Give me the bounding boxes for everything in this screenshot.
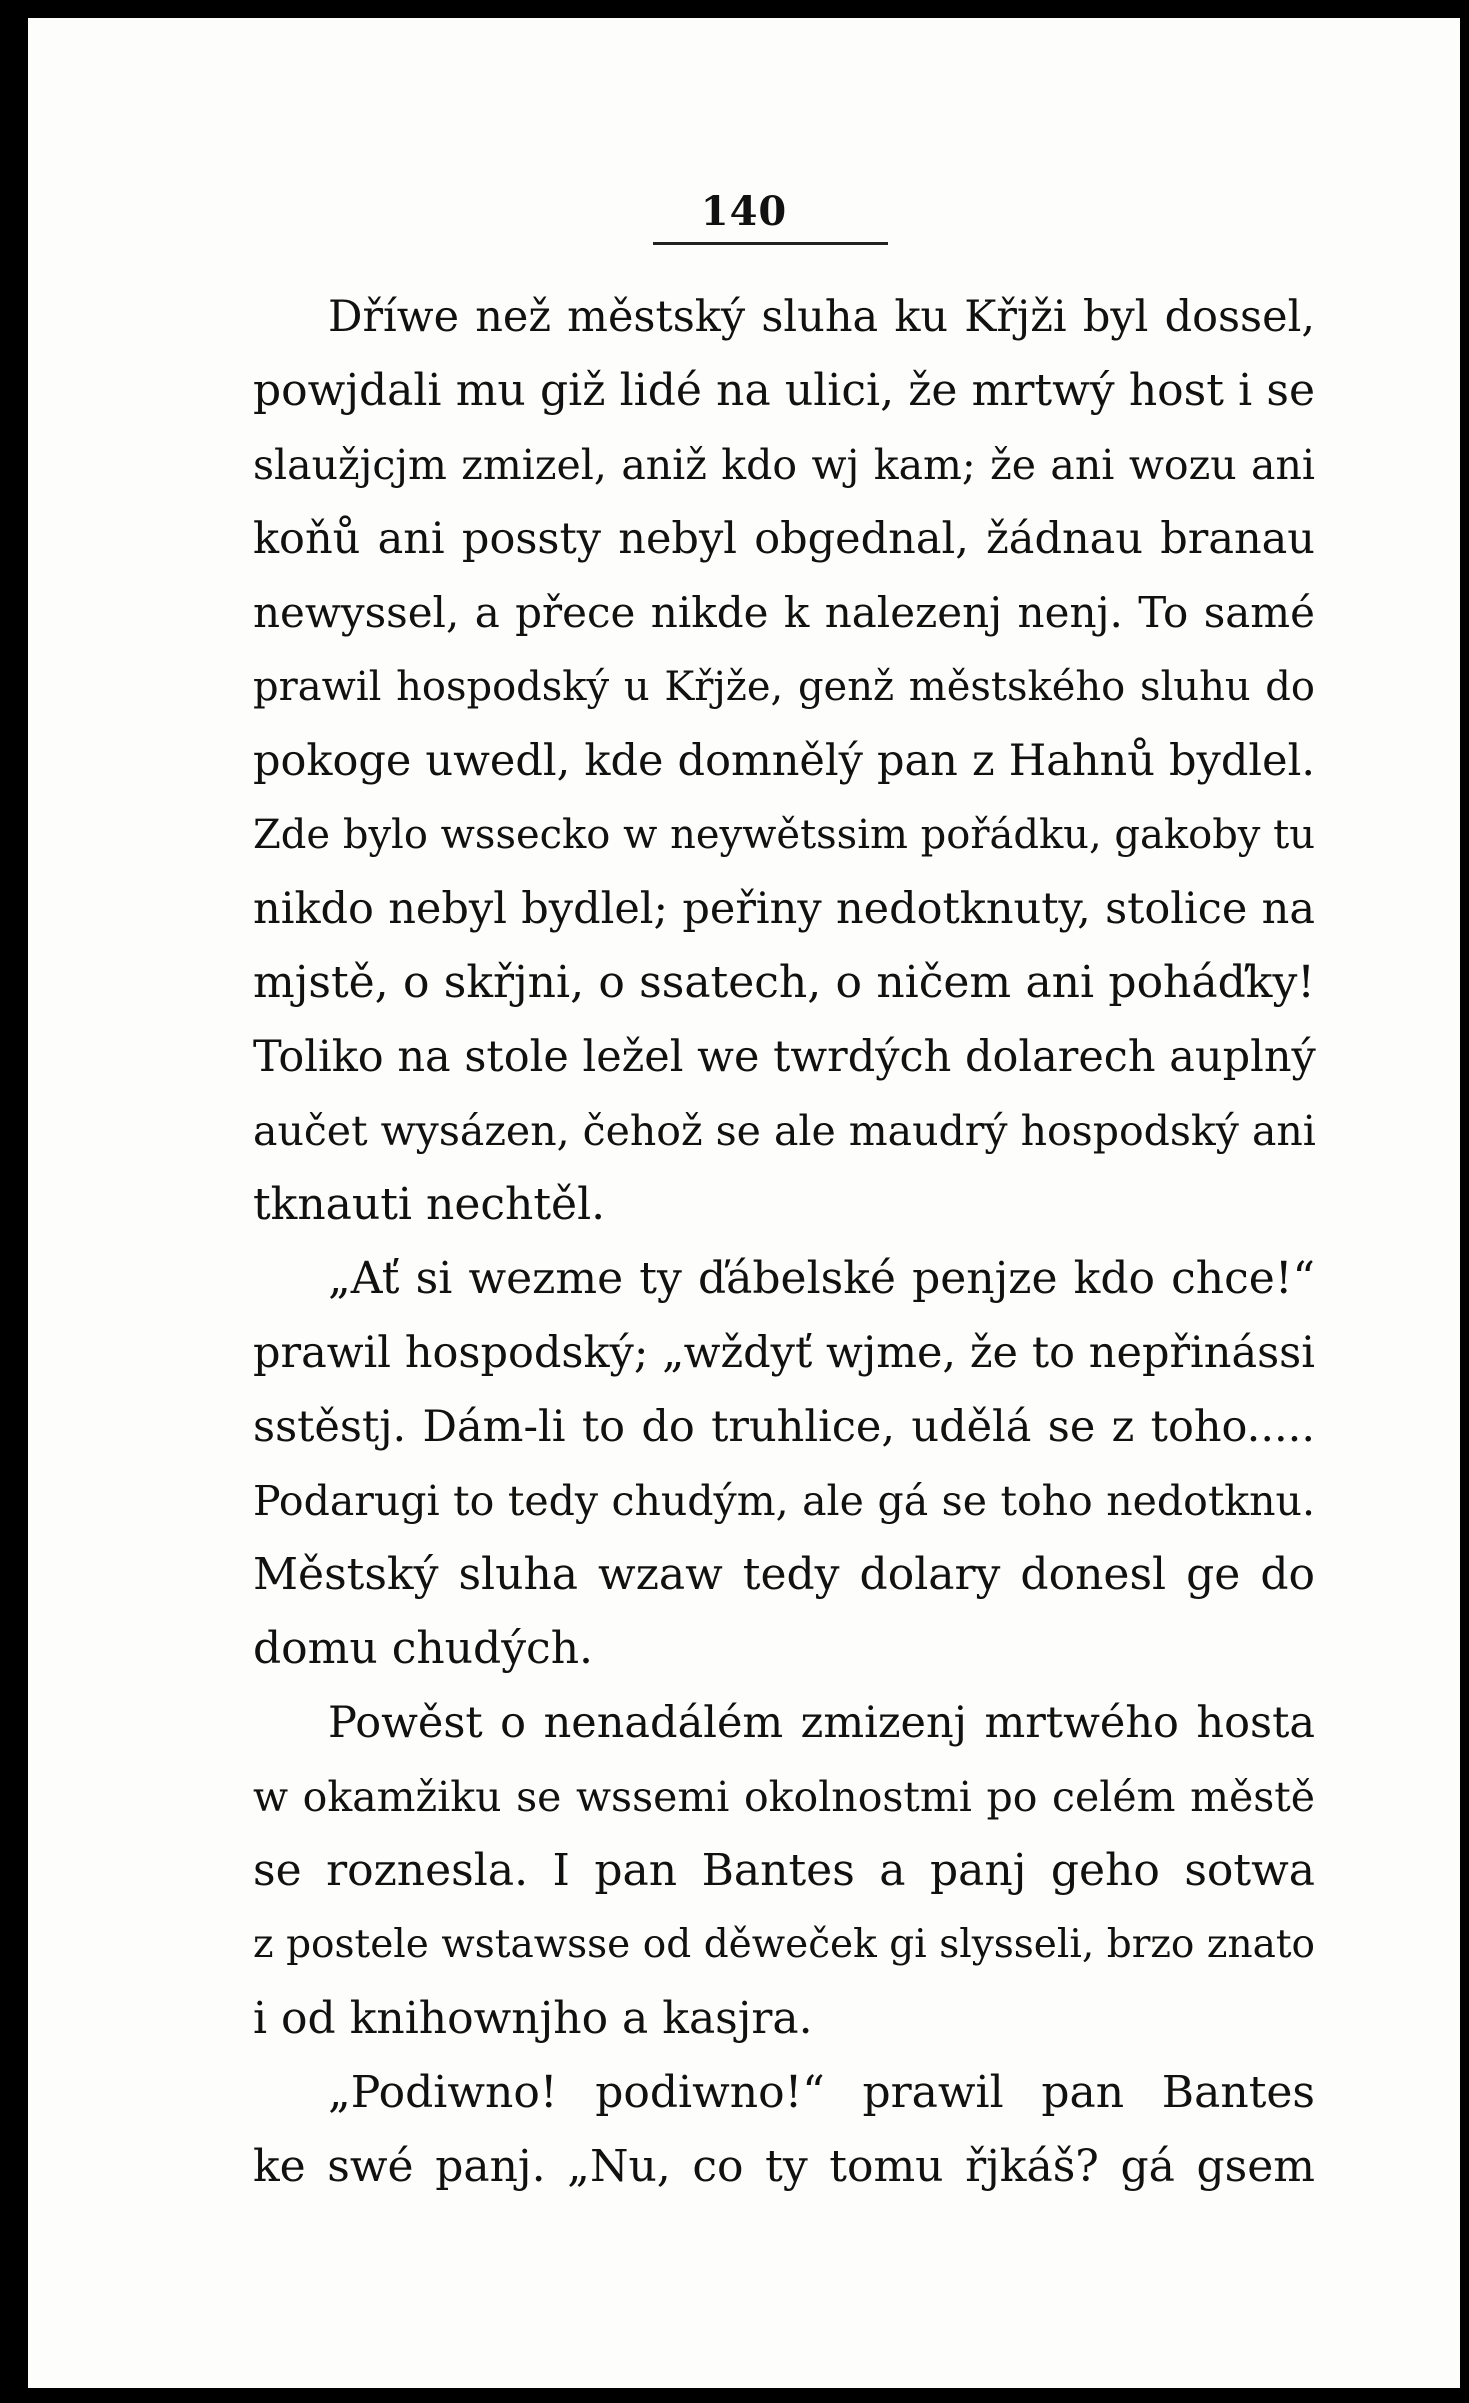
text-line: tknauti nechtěl. bbox=[253, 1179, 606, 1230]
text-line: slaužjcjm zmizel, aniž kdo wj kam; že ani wozu ani bbox=[253, 441, 1315, 489]
text-line: Městský sluha wzaw tedy dolary donesl ge do bbox=[253, 1549, 1315, 1600]
text-line: „Ať si wezme ty ďábelské penjze kdo chce!“ bbox=[328, 1253, 1315, 1304]
text-line: domu chudých. bbox=[253, 1623, 594, 1674]
text-line: prawil hospodský u Křjže, genž městského sluhu do bbox=[253, 664, 1315, 710]
text-line: Dříwe než městský sluha ku Křjži byl dossel, bbox=[328, 292, 1315, 342]
text-line: z postele wstawsse od děweček gi slysseli, brzo znato bbox=[253, 1922, 1315, 1967]
text-line: „Podiwno! podiwno!“ prawil pan Bantes bbox=[328, 2067, 1315, 2118]
text-line: koňů ani possty nebyl obgednal, žádnau branau bbox=[253, 514, 1315, 564]
text-line: pokoge uwedl, kde domnělý pan z Hahnů bydlel. bbox=[253, 736, 1315, 786]
text-line: Zde bylo wssecko w neywětssim pořádku, gakoby tu bbox=[253, 812, 1315, 858]
book-page bbox=[28, 18, 1460, 2388]
text-line: w okamžiku se wssemi okolnostmi po celém městě bbox=[253, 1773, 1315, 1821]
text-line: i od knihownjho a kasjra. bbox=[253, 1993, 813, 2044]
text-line: aučet wysázen, čehož se ale maudrý hospodský ani bbox=[253, 1107, 1316, 1155]
text-line: Powěst o nenadálém zmizenj mrtwého hosta bbox=[328, 1698, 1315, 1748]
text-line: newyssel, a přece nikde k nalezenj nenj. To samé bbox=[253, 588, 1315, 637]
text-line: Toliko na stole ležel we twrdých dolarech auplný bbox=[253, 1032, 1316, 1082]
page-number: 140 bbox=[700, 188, 788, 235]
text-line: Podarugi to tedy chudým, ale gá se toho nedotknu. bbox=[253, 1477, 1315, 1525]
text-line: ke swé panj. „Nu, co ty tomu řjkáš? gá gsem bbox=[253, 2141, 1315, 2192]
text-line: prawil hospodský; „wždyť wjme, že to nepřinássi bbox=[253, 1328, 1315, 1378]
text-line: powjdali mu giž lidé na ulici, že mrtwý host i se bbox=[253, 365, 1315, 416]
text-line: nikdo nebyl bydlel; peřiny nedotknuty, stolice na bbox=[253, 884, 1315, 934]
text-line: mjstě, o skřjni, o ssatech, o ničem ani poháďky! bbox=[253, 957, 1315, 1008]
text-line: se roznesla. I pan Bantes a panj geho sotwa bbox=[253, 1845, 1315, 1896]
text-line: sstěstj. Dám-li to do truhlice, udělá se z toho..... bbox=[253, 1402, 1315, 1452]
page-number-rule bbox=[653, 242, 888, 245]
